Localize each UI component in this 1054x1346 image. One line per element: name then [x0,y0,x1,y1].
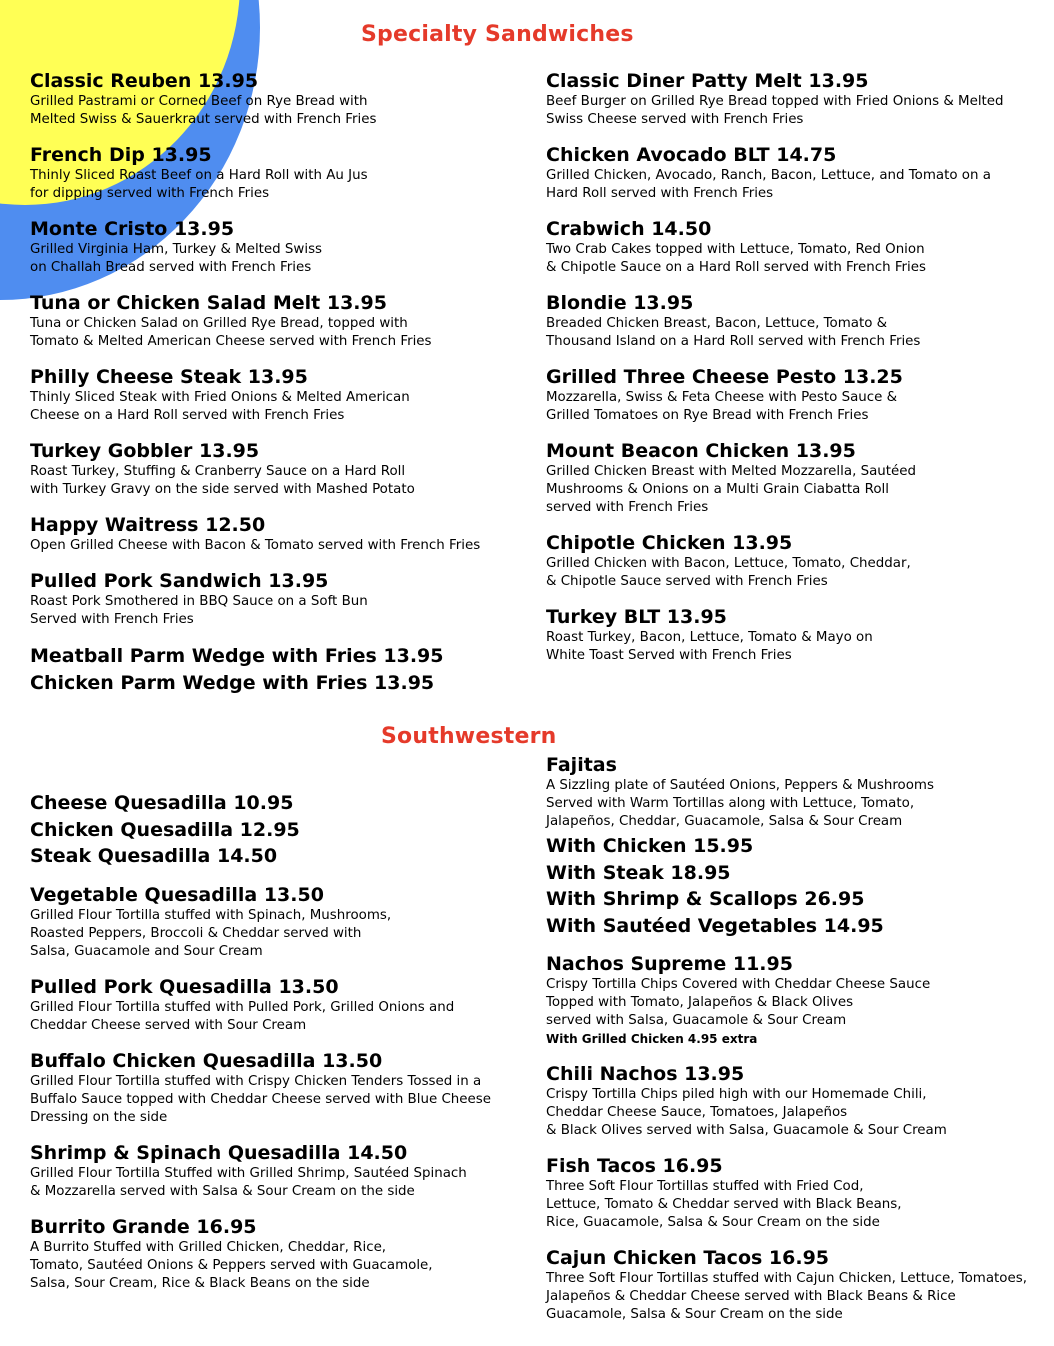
menu-item-description: Thinly Sliced Steak with Fried Onions & Melted American Cheese on a Hard Roll served with French Fries [30,390,410,423]
nachos-item [546,953,1046,1048]
fajitas-item [546,754,1046,939]
menu-item-description: A Burrito Stuffed with Grilled Chicken, Cheddar, Rice, Tomato, Sautéed Onions & Peppers served with Guacamole, Salsa, Sour Cream, Rice & Black Beans on the side [30,1239,433,1291]
menu-item [30,884,530,961]
fajitas-options [546,833,1046,939]
sandwiches-left-column [30,70,530,696]
menu-item-extra: With Grilled Chicken 4.95 extra [546,1032,758,1046]
menu-item-description: Crispy Tortilla Chips piled high with our Homemade Chili, Cheddar Cheese Sauce, Tomatoes, Jalapeños & Black Olives served with Salsa, Guacamole & Sour Cream [546,1087,947,1138]
menu-item [30,976,530,1035]
menu-item [546,292,1046,351]
menu-item-title: Pulled Pork Quesadilla 13.50 [30,975,339,998]
menu-item-description: Three Soft Flour Tortillas stuffed with Cajun Chicken, Lettuce, Tomatoes, Jalapeños & Cheddar Cheese served with Black Beans & Rice Guacamole, Salsa & Sour Cream on the side [546,1271,1027,1322]
menu-item-title: Chili Nachos 13.95 [546,1063,745,1085]
menu-item-description: Roast Pork Smothered in BBQ Sauce on a Soft Bun Served with French Fries [30,594,368,627]
menu-item [30,1142,530,1201]
menu-item-description: Grilled Flour Tortilla stuffed with Spinach, Mushrooms, Roasted Peppers, Broccoli & Cheddar served with Salsa, Guacamole and Sour Cream [30,907,392,959]
menu-item-title: Classic Reuben 13.95 [30,70,259,92]
menu-item-description: Three Soft Flour Tortillas stuffed with Fried Cod, Lettuce, Tomato & Cheddar served with Black Beans, Rice, Guacamole, Salsa & Sour Cream on the side [546,1179,902,1230]
menu-item-description: Grilled Pastrami or Corned Beef on Rye Bread with Melted Swiss & Sauerkraut served with French Fries [30,94,377,127]
menu-item [30,570,530,629]
menu-item-title: Shrimp & Spinach Quesadilla 14.50 [30,1141,408,1164]
menu-item-description: Grilled Virginia Ham, Turkey & Melted Swiss on Challah Bread served with French Fries [30,242,323,275]
fajitas-option: With Steak 18.95 [546,861,731,884]
southwestern-left-column [30,790,530,1293]
menu-item-title: Philly Cheese Steak 13.95 [30,366,308,388]
southwestern-right-column [546,754,1046,1324]
menu-item-title: Mount Beacon Chicken 13.95 [546,440,856,462]
menu-item-title: Blondie 13.95 [546,292,694,314]
menu-item-title: Monte Cristo 13.95 [30,218,235,240]
section-title-sandwiches: Specialty Sandwiches [361,22,634,47]
menu-item [546,1247,1046,1324]
fajitas-option: With Sautéed Vegetables 14.95 [546,914,884,937]
menu-item-title: Turkey Gobbler 13.95 [30,440,260,462]
menu-item-description: Open Grilled Cheese with Bacon & Tomato served with French Fries [30,538,481,553]
menu-item-title: Classic Diner Patty Melt 13.95 [546,70,869,92]
menu-item-description: Grilled Flour Tortilla stuffed with Crispy Chicken Tenders Tossed in a Buffalo Sauce topped with Cheddar Cheese served with Blue Cheese Dressing on the side [30,1073,491,1125]
menu-item [30,1050,530,1127]
menu-item [546,218,1046,277]
menu-item [546,606,1046,665]
quesadilla-item: Chicken Quesadilla 12.95 [30,818,300,841]
menu-item-description: Grilled Chicken Breast with Melted Mozzarella, Sautéed Mushrooms & Onions on a Multi Grain Ciabatta Roll served with French Fries [546,464,917,515]
menu-item [546,1155,1046,1232]
menu-item [546,144,1046,203]
menu-item-title: Grilled Three Cheese Pesto 13.25 [546,366,903,388]
menu-item-description: Mozzarella, Swiss & Feta Cheese with Pesto Sauce & Grilled Tomatoes on Rye Bread with French Fries [546,390,898,423]
menu-item-title: Vegetable Quesadilla 13.50 [30,883,324,906]
menu-item-description: Grilled Chicken, Avocado, Ranch, Bacon, Lettuce, and Tomato on a Hard Roll served with French Fries [546,168,991,201]
menu-item [546,70,1046,129]
menu-item [30,70,530,129]
menu-item [30,440,530,499]
menu-item-title: Nachos Supreme 11.95 [546,953,793,975]
menu-item-title: Buffalo Chicken Quesadilla 13.50 [30,1049,383,1072]
menu-item-description: Beef Burger on Grilled Rye Bread topped with Fried Onions & Melted Swiss Cheese served with French Fries [546,94,1004,127]
menu-item-title: Burrito Grande 16.95 [30,1215,257,1238]
menu-item-title: Chicken Avocado BLT 14.75 [546,144,837,166]
menu-item [546,532,1046,591]
wedge-item: Chicken Parm Wedge with Fries 13.95 [30,671,435,694]
menu-item-title: Tuna or Chicken Salad Melt 13.95 [30,292,387,314]
menu-item [30,144,530,203]
menu-item [546,1063,1046,1140]
menu-item [30,218,530,277]
fajitas-option: With Shrimp & Scallops 26.95 [546,888,865,910]
menu-item-title: Chipotle Chicken 13.95 [546,532,793,554]
menu-item-description: Grilled Flour Tortilla stuffed with Pulled Pork, Grilled Onions and Cheddar Cheese served with Sour Cream [30,999,455,1033]
wedge-list [30,643,530,696]
menu-item-description: Two Crab Cakes topped with Lettuce, Tomato, Red Onion & Chipotle Sauce on a Hard Roll served with French Fries [546,242,926,275]
menu-item [30,366,530,425]
menu-item [546,440,1046,517]
menu-item [30,292,530,351]
quesadilla-list [30,790,530,870]
menu-item-title: Cajun Chicken Tacos 16.95 [546,1247,830,1269]
menu-item-title: Pulled Pork Sandwich 13.95 [30,570,329,592]
menu-item-title: French Dip 13.95 [30,144,212,166]
menu-item [30,514,530,555]
menu-item-title: Fajitas [546,754,617,776]
menu-item-title: Fish Tacos 16.95 [546,1155,723,1177]
menu-item-title: Crabwich 14.50 [546,218,712,240]
quesadilla-item: Cheese Quesadilla 10.95 [30,792,294,814]
menu-item-description: Grilled Flour Tortilla Stuffed with Grilled Shrimp, Sautéed Spinach & Mozzarella served with Salsa & Sour Cream on the side [30,1165,467,1199]
menu-item-title: Happy Waitress 12.50 [30,514,266,536]
menu-item [30,1216,530,1293]
menu-item-description: Breaded Chicken Breast, Bacon, Lettuce, Tomato & Thousand Island on a Hard Roll served with French Fries [546,316,921,349]
menu-item-title: Turkey BLT 13.95 [546,606,727,628]
menu-item-description: Roast Turkey, Bacon, Lettuce, Tomato & Mayo on White Toast Served with French Fries [546,630,873,663]
menu-item-description: Roast Turkey, Stuffing & Cranberry Sauce on a Hard Roll with Turkey Gravy on the side served with Mashed Potato [30,464,415,497]
menu-item [546,366,1046,425]
fajitas-option: With Chicken 15.95 [546,835,754,857]
sandwiches-right-column [546,70,1046,665]
wedge-item: Meatball Parm Wedge with Fries 13.95 [30,645,444,667]
menu-item-description: Crispy Tortilla Chips Covered with Cheddar Cheese Sauce Topped with Tomato, Jalapeños & Black Olives served with Salsa, Guacamole & Sour Cream [546,977,931,1028]
section-title-southwestern: Southwestern [381,724,557,749]
menu-item-description: A Sizzling plate of Sautéed Onions, Peppers & Mushrooms Served with Warm Tortillas along with Lettuce, Tomato, Jalapeños, Cheddar, Guacamole, Salsa & Sour Cream [546,778,934,829]
quesadilla-item: Steak Quesadilla 14.50 [30,845,278,867]
menu-item-description: Tuna or Chicken Salad on Grilled Rye Bread, topped with Tomato & Melted American Cheese served with French Fries [30,316,432,349]
menu-item-description: Thinly Sliced Roast Beef on a Hard Roll with Au Jus for dipping served with French Fries [30,168,368,201]
menu-item-description: Grilled Chicken with Bacon, Lettuce, Tomato, Cheddar, & Chipotle Sauce served with French Fries [546,556,911,589]
